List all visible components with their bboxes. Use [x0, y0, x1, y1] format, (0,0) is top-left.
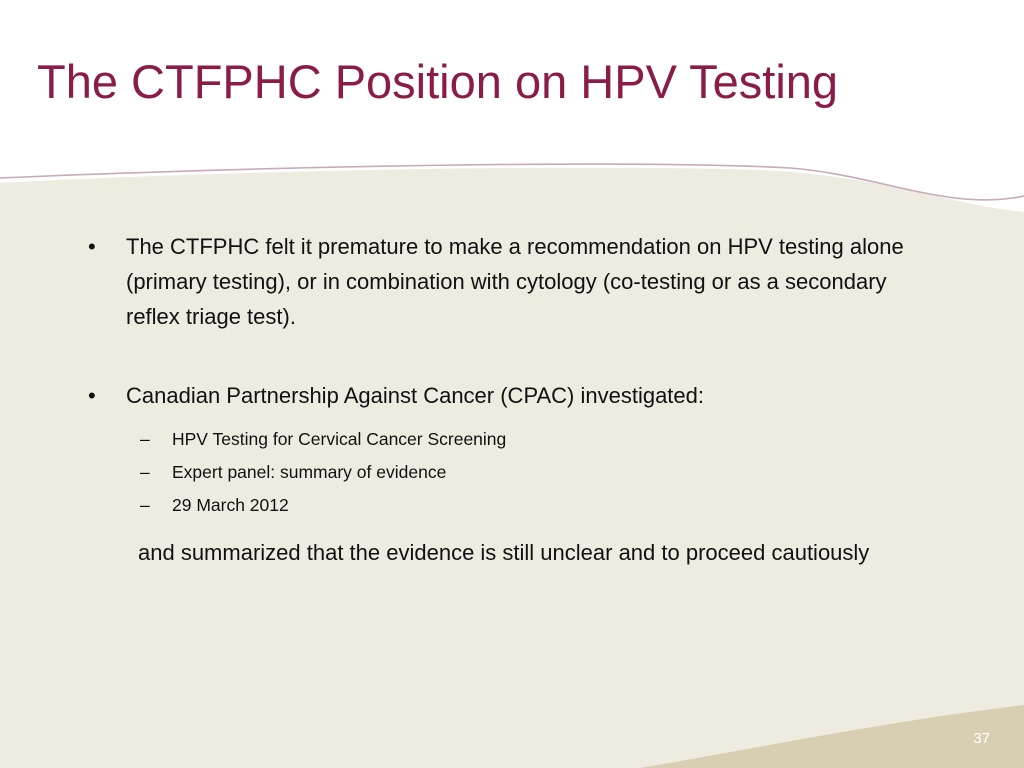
sub-bullet-date: 29 March 2012 [172, 495, 289, 515]
closing-paragraph: and summarized that the evidence is still unclear and to proceed cautiously [138, 540, 870, 565]
sub-bullet-marker: – [140, 495, 150, 515]
slide-title: The CTFPHC Position on HPV Testing [37, 55, 839, 108]
page-number: 37 [973, 730, 990, 747]
sub-bullet-hpv-testing: HPV Testing for Cervical Cancer Screening [172, 429, 507, 449]
sub-bullet-expert-panel: Expert panel: summary of evidence [172, 462, 447, 482]
sub-bullet-marker: – [140, 462, 150, 482]
bullet-marker: • [88, 383, 96, 408]
bullet-text-recommendation: The CTFPHC felt it premature to make a recommendation on HPV testing alone (primary testing), or in combination with cytology (co-testing or as a secondary reflex triage test). [126, 234, 904, 329]
sub-bullet-marker: – [140, 429, 150, 449]
bullet-text-cpac: Canadian Partnership Against Cancer (CPAC) investigated: [126, 383, 705, 408]
bullet-marker: • [88, 234, 96, 259]
